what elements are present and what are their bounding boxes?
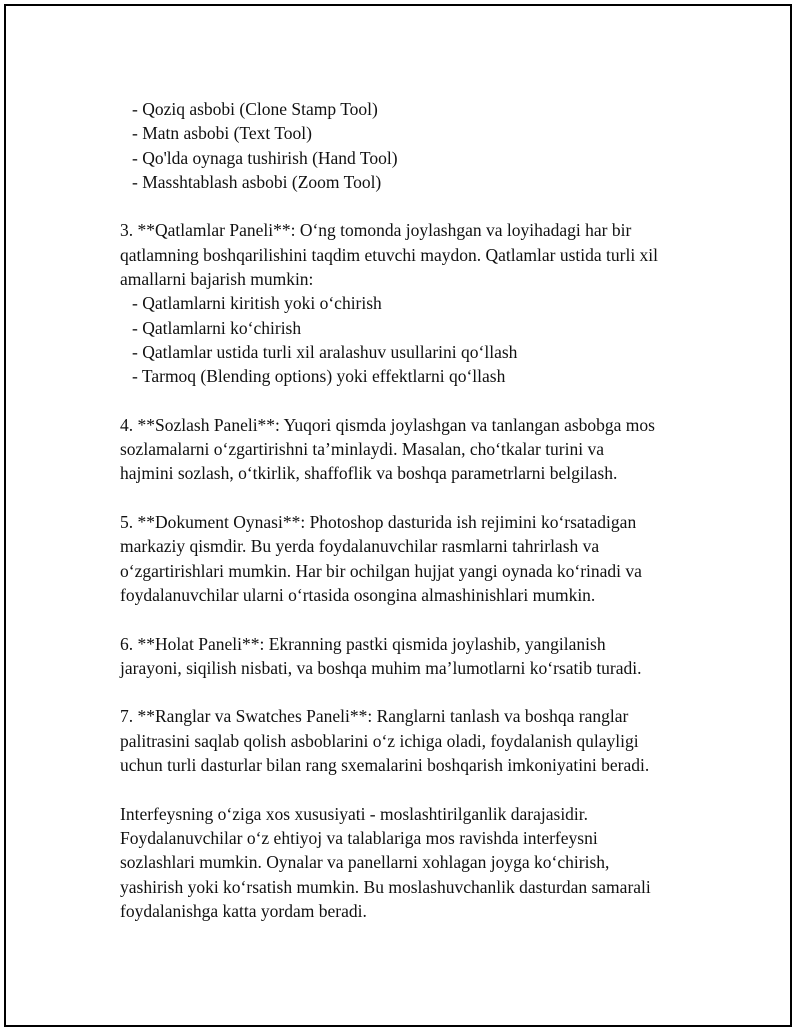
section-settings-panel [120,413,720,486]
paragraph-line: Interfeysning o‘ziga xos xususiyati - moslashtirilganlik darajasidir. [120,803,589,824]
paragraph-line: qatlamning boshqarilishini taqdim etuvchi maydon. Qatlamlar ustida turli xil [120,244,659,265]
paragraph-line: yashirish yoki ko‘rsatish mumkin. Bu moslashuvchanlik dasturdan samarali [120,876,651,897]
paragraph-line: 7. **Ranglar va Swatches Paneli**: Ranglarni tanlash va boshqa ranglar [120,706,629,727]
paragraph-line: amallarni bajarish mumkin: [120,269,314,290]
paragraph-line: o‘zgartirishlari mumkin. Har bir ochilgan hujjat yangi oynada ko‘rinadi va [120,560,642,581]
list-item: - Qatlamlar ustida turli xil aralashuv usullarini qo‘llash [132,341,518,362]
paragraph-line: sozlamalarni o‘zgartirishni ta’minlaydi. Masalan, cho‘tkalar turini va [120,439,605,460]
section-color-swatches-panel [120,704,720,777]
document-page [4,4,792,1027]
paragraph-line: 6. **Holat Paneli**: Ekranning pastki qismida joylashib, yangilanish [120,633,606,654]
paragraph-line: uchun turli dasturlar bilan rang sxemalarini boshqarish imkoniyatini beradi. [120,755,650,776]
paragraph-line: foydalanishga katta yordam beradi. [120,900,367,921]
list-item: - Matn asbobi (Text Tool) [132,123,312,144]
paragraph-line: jarayoni, siqilish nisbati, va boshqa muhim ma’lumotlarni ko‘rsatib turadi. [120,657,642,678]
document-body [120,97,720,947]
list-item: - Qo'lda oynaga tushirish (Hand Tool) [132,147,398,168]
list-item: - Qoziq asbobi (Clone Stamp Tool) [132,99,378,119]
paragraph-line: Foydalanuvchilar o‘z ehtiyoj va talablariga mos ravishda interfeysni [120,827,598,848]
list-item: - Qatlamlarni ko‘chirish [132,317,302,338]
conclusion-paragraph [120,802,720,923]
paragraph-line: markaziy qismdir. Bu yerda foydalanuvchilar rasmlarni tahrirlash va [120,536,600,557]
list-item: - Tarmoq (Blending options) yoki effektlarni qo‘llash [132,366,506,387]
paragraph-line: 5. **Dokument Oynasi**: Photoshop dasturida ish rejimini ko‘rsatadigan [120,512,637,533]
paragraph-line: hajmini sozlash, o‘tkirlik, shaffoflik va boshqa parametrlarni belgilash. [120,463,618,484]
paragraph-line: 4. **Sozlash Paneli**: Yuqori qismda joylashgan va tanlangan asbobga mos [120,414,655,435]
section-status-panel [120,632,720,681]
section-document-window [120,510,720,607]
paragraph-line: 3. **Qatlamlar Paneli**: O‘ng tomonda joylashgan va loyihadagi har bir [120,220,632,241]
paragraph-line: foydalanuvchilar ularni o‘rtasida osongina almashinishlari mumkin. [120,584,596,605]
paragraph-line: sozlashlari mumkin. Oynalar va panellarni xohlagan joyga ko‘chirish, [120,852,610,873]
list-item: - Qatlamlarni kiritish yoki o‘chirish [132,293,382,314]
paragraph-line: palitrasini saqlab qolish asboblarini o‘z ichiga oladi, foydalanish qulayligi [120,730,639,751]
list-item: - Masshtablash asbobi (Zoom Tool) [132,171,382,192]
tool-list [120,97,720,194]
section-layers-panel [120,218,720,388]
